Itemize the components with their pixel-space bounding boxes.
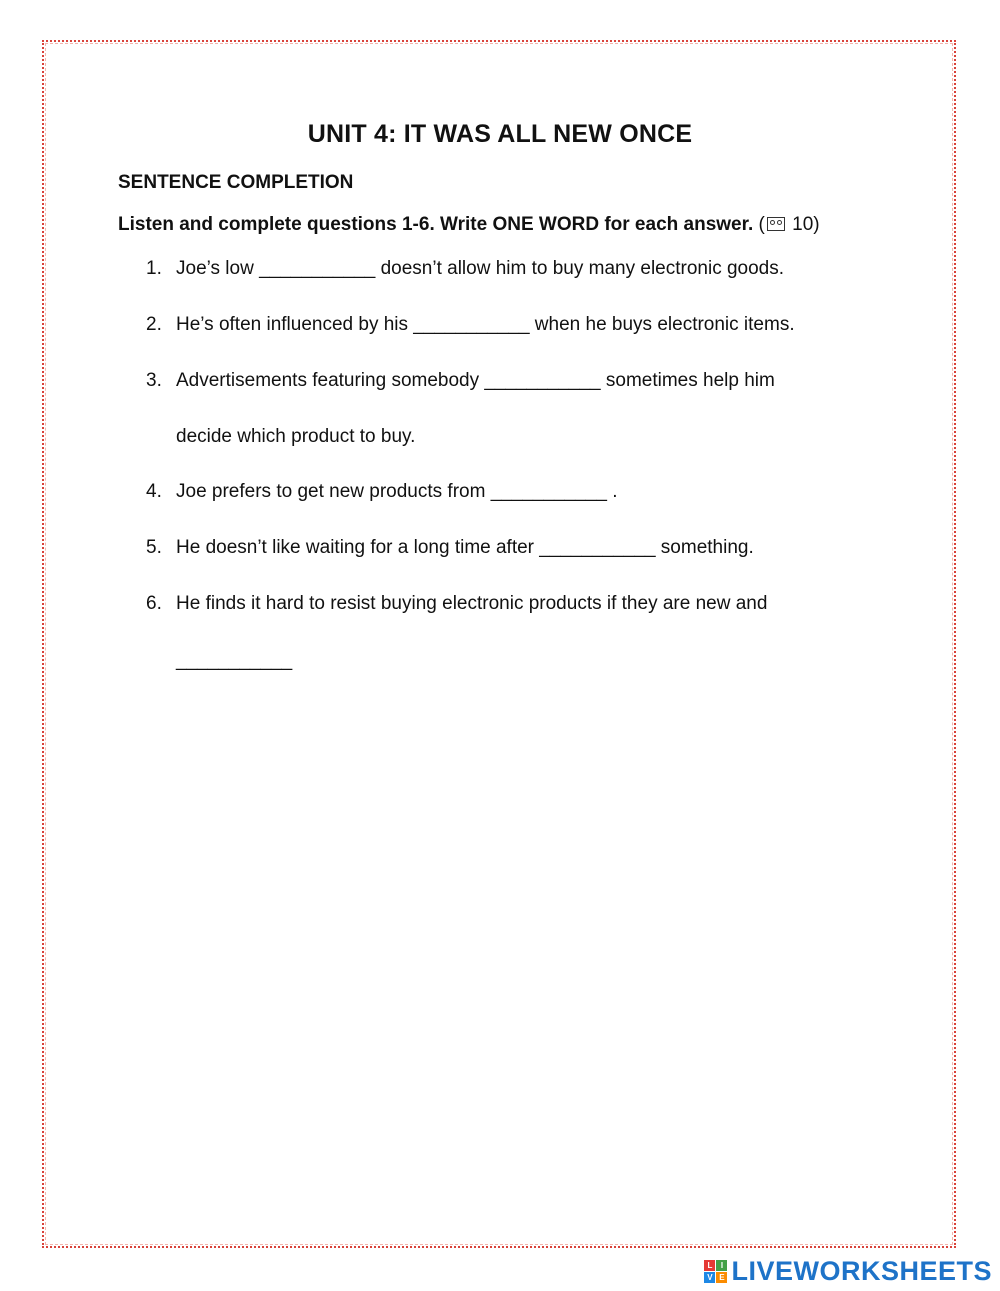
- logo-letter-l: L: [704, 1260, 715, 1271]
- logo-letter-e: E: [716, 1272, 727, 1283]
- logo-mark-icon: [704, 1260, 727, 1283]
- question-text-continuation: decide which product to buy.: [176, 426, 416, 447]
- answer-blank: ___________: [176, 650, 293, 671]
- logo-letter-v: V: [704, 1272, 715, 1283]
- audio-track-icon: [767, 217, 785, 231]
- logo-text: LIVEWORKSHEETS: [731, 1256, 992, 1286]
- track-open-paren: (: [758, 214, 765, 235]
- track-number: 10): [792, 214, 820, 235]
- page-title: UNIT 4: IT WAS ALL NEW ONCE: [307, 120, 693, 148]
- instructions: [118, 214, 820, 236]
- question-text: He’s often influenced by his ___________ when he buys electronic items.: [176, 314, 795, 335]
- question-number: 3.: [146, 370, 162, 391]
- question-text: Joe’s low ___________ doesn’t allow him to buy many electronic goods.: [176, 258, 785, 279]
- question-number: 5.: [146, 537, 162, 558]
- question-number: 6.: [146, 593, 162, 614]
- question-number: 1.: [146, 258, 162, 279]
- question-text: He finds it hard to resist buying electronic products if they are new and: [176, 593, 768, 614]
- question-number: 4.: [146, 481, 162, 502]
- question-number: 2.: [146, 314, 162, 335]
- question-text: Advertisements featuring somebody ___________ sometimes help him: [176, 370, 775, 391]
- question-text: He doesn’t like waiting for a long time after ___________ something.: [176, 537, 754, 558]
- section-heading: SENTENCE COMPLETION: [118, 172, 354, 193]
- logo-letter-i: I: [716, 1260, 727, 1271]
- liveworksheets-logo: [704, 1256, 992, 1287]
- instructions-text: Listen and complete questions 1-6. Write ONE WORD for each answer.: [118, 214, 754, 235]
- question-text: Joe prefers to get new products from ___________ .: [176, 481, 618, 502]
